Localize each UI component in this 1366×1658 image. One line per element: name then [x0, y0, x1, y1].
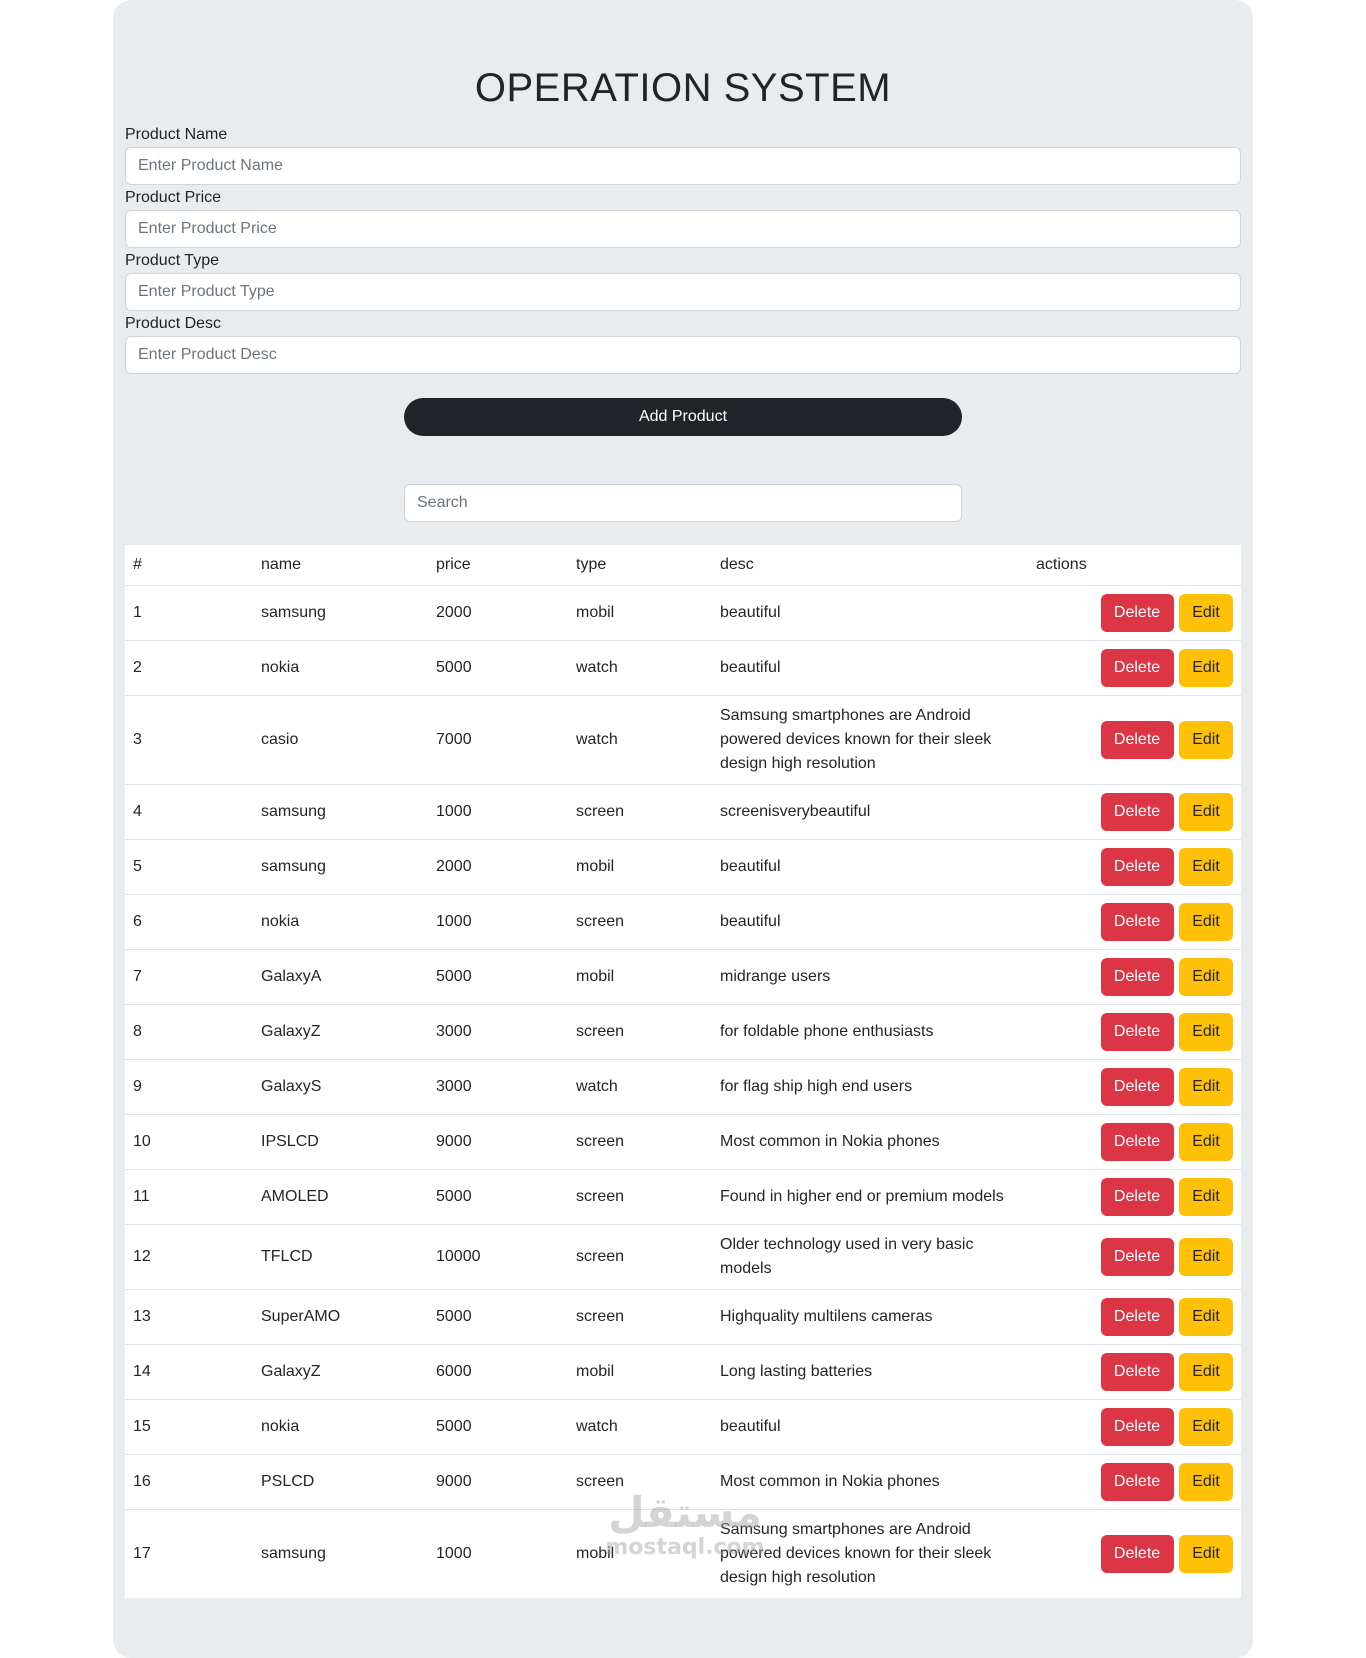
product-name-input[interactable] — [125, 147, 1241, 185]
row-name: samsung — [253, 785, 428, 840]
row-desc: Samsung smartphones are Android powered devices known for their sleek design high resolution — [720, 1521, 992, 1586]
row-name: TFLCD — [253, 1225, 428, 1290]
row-actions — [1028, 696, 1241, 785]
delete-button[interactable]: Delete — [1101, 1408, 1174, 1446]
row-price: 5000 — [428, 1400, 568, 1455]
row-price: 2000 — [428, 586, 568, 641]
delete-button[interactable]: Delete — [1101, 1178, 1174, 1216]
row-actions — [1028, 1345, 1241, 1400]
row-price: 1000 — [428, 785, 568, 840]
row-desc: beautiful — [712, 840, 1028, 895]
table-row — [125, 1170, 1241, 1225]
delete-button[interactable]: Delete — [1101, 1353, 1174, 1391]
row-type: screen — [568, 1455, 712, 1510]
edit-button[interactable]: Edit — [1179, 1463, 1233, 1501]
delete-button[interactable]: Delete — [1101, 1123, 1174, 1161]
row-type: screen — [568, 1115, 712, 1170]
edit-button[interactable]: Edit — [1179, 1013, 1233, 1051]
table-row — [125, 1225, 1241, 1290]
row-desc: midrange users — [712, 950, 1028, 1005]
header-desc: desc — [712, 545, 1028, 586]
row-name: PSLCD — [253, 1455, 428, 1510]
header-name: name — [253, 545, 428, 586]
row-name: samsung — [253, 586, 428, 641]
row-desc: Most common in Nokia phones — [712, 1115, 1028, 1170]
row-actions — [1028, 1115, 1241, 1170]
row-type: screen — [568, 895, 712, 950]
row-desc: beautiful — [712, 641, 1028, 696]
row-name: nokia — [253, 641, 428, 696]
row-type: screen — [568, 785, 712, 840]
row-type: mobil — [568, 950, 712, 1005]
row-type: watch — [568, 1060, 712, 1115]
row-num: 7 — [125, 950, 253, 1005]
row-type: screen — [568, 1005, 712, 1060]
row-price: 5000 — [428, 1290, 568, 1345]
row-desc: beautiful — [712, 895, 1028, 950]
row-num: 13 — [125, 1290, 253, 1345]
row-actions — [1028, 1005, 1241, 1060]
row-type: watch — [568, 641, 712, 696]
edit-button[interactable]: Edit — [1179, 721, 1233, 759]
row-price: 3000 — [428, 1060, 568, 1115]
row-num: 17 — [133, 1545, 151, 1562]
table-header-row — [125, 545, 1241, 586]
products-table — [125, 545, 1241, 1598]
table-row — [125, 1455, 1241, 1510]
delete-button[interactable]: Delete — [1101, 848, 1174, 886]
delete-button[interactable]: Delete — [1101, 903, 1174, 941]
edit-button[interactable]: Edit — [1179, 649, 1233, 687]
delete-button[interactable]: Delete — [1101, 958, 1174, 996]
delete-button[interactable]: Delete — [1101, 721, 1174, 759]
product-price-label: Product Price — [125, 189, 222, 206]
main-card — [113, 0, 1253, 1658]
row-num: 14 — [125, 1345, 253, 1400]
row-name: casio — [253, 696, 428, 785]
table-row — [125, 840, 1241, 895]
table-row — [125, 586, 1241, 641]
search-input[interactable] — [404, 484, 962, 522]
row-num: 11 — [125, 1170, 253, 1225]
edit-button[interactable]: Edit — [1179, 1068, 1233, 1106]
row-num: 8 — [125, 1005, 253, 1060]
row-num: 6 — [125, 895, 253, 950]
row-actions — [1028, 1060, 1241, 1115]
row-desc: Long lasting batteries — [712, 1345, 1028, 1400]
product-type-label: Product Type — [125, 252, 219, 269]
row-actions — [1028, 1225, 1241, 1290]
row-price: 5000 — [428, 950, 568, 1005]
table-row — [125, 1345, 1241, 1400]
row-num: 5 — [125, 840, 253, 895]
row-price: 9000 — [428, 1115, 568, 1170]
edit-button[interactable]: Edit — [1179, 1298, 1233, 1336]
row-name: GalaxyZ — [253, 1345, 428, 1400]
product-desc-label: Product Desc — [125, 315, 222, 332]
row-name: SuperAMO — [253, 1290, 428, 1345]
edit-button[interactable]: Edit — [1179, 1408, 1233, 1446]
row-name: samsung — [261, 1545, 326, 1562]
row-type: screen — [568, 1290, 712, 1345]
row-type: mobil — [568, 586, 712, 641]
product-type-input[interactable] — [125, 273, 1241, 311]
header-type: type — [568, 545, 712, 586]
row-type: screen — [568, 1225, 712, 1290]
row-num: 16 — [125, 1455, 253, 1510]
edit-button[interactable]: Edit — [1179, 1353, 1233, 1391]
row-num: 1 — [125, 586, 253, 641]
row-desc: for flag ship high end users — [712, 1060, 1028, 1115]
row-name: GalaxyS — [253, 1060, 428, 1115]
table-row — [125, 895, 1241, 950]
delete-button[interactable]: Delete — [1101, 1535, 1174, 1573]
row-type: watch — [568, 1400, 712, 1455]
table-row — [125, 641, 1241, 696]
row-price: 3000 — [428, 1005, 568, 1060]
row-num: 12 — [125, 1225, 253, 1290]
header-num: # — [125, 545, 253, 586]
row-price: 2000 — [428, 840, 568, 895]
row-name: GalaxyZ — [253, 1005, 428, 1060]
row-price: 5000 — [428, 641, 568, 696]
row-actions — [1028, 1510, 1241, 1599]
table-row — [125, 1400, 1241, 1455]
row-actions — [1028, 950, 1241, 1005]
table-row — [125, 1060, 1241, 1115]
row-name: IPSLCD — [253, 1115, 428, 1170]
row-price: 6000 — [428, 1345, 568, 1400]
row-type: mobil — [568, 840, 712, 895]
edit-button[interactable]: Edit — [1179, 958, 1233, 996]
product-desc-input[interactable] — [125, 336, 1241, 374]
delete-button[interactable]: Delete — [1101, 1463, 1174, 1501]
edit-button[interactable]: Edit — [1179, 848, 1233, 886]
table-row — [125, 1290, 1241, 1345]
row-desc: beautiful — [712, 586, 1028, 641]
row-actions — [1028, 1455, 1241, 1510]
header-price: price — [428, 545, 568, 586]
delete-button[interactable]: Delete — [1101, 649, 1174, 687]
watermark-arabic: مستقل — [608, 1488, 762, 1537]
row-num: 9 — [125, 1060, 253, 1115]
table-row — [125, 1510, 1241, 1599]
edit-button[interactable]: Edit — [1179, 1178, 1233, 1216]
row-name: nokia — [253, 1400, 428, 1455]
delete-button[interactable]: Delete — [1101, 793, 1174, 831]
delete-button[interactable]: Delete — [1101, 1068, 1174, 1106]
page-title: OPERATION SYSTEM — [474, 66, 892, 110]
delete-button[interactable]: Delete — [1101, 1298, 1174, 1336]
row-desc: Highquality multilens cameras — [712, 1290, 1028, 1345]
row-price: 7000 — [428, 696, 568, 785]
row-price: 9000 — [428, 1455, 568, 1510]
add-product-button[interactable]: Add Product — [404, 398, 962, 436]
row-price: 1000 — [436, 1545, 472, 1562]
table-row — [125, 696, 1241, 785]
row-num: 4 — [125, 785, 253, 840]
edit-button[interactable]: Edit — [1179, 594, 1233, 632]
row-name: samsung — [253, 840, 428, 895]
row-type: mobil — [568, 1345, 712, 1400]
table-row — [125, 1115, 1241, 1170]
row-actions — [1028, 895, 1241, 950]
row-type: screen — [568, 1170, 712, 1225]
delete-button[interactable]: Delete — [1101, 1013, 1174, 1051]
delete-button[interactable]: Delete — [1101, 1238, 1174, 1276]
table-row — [125, 950, 1241, 1005]
watermark-latin: mostaql.com — [605, 1535, 765, 1560]
row-actions — [1028, 1170, 1241, 1225]
row-name: nokia — [253, 895, 428, 950]
row-desc: Most common in Nokia phones — [712, 1455, 1028, 1510]
row-desc: Samsung smartphones are Android powered devices known for their sleek design high resolution — [712, 696, 1028, 785]
row-num: 3 — [125, 696, 253, 785]
table-body — [125, 586, 1241, 1599]
edit-button[interactable]: Edit — [1179, 1535, 1233, 1573]
row-num: 15 — [125, 1400, 253, 1455]
product-name-label: Product Name — [125, 126, 228, 143]
row-type: watch — [568, 696, 712, 785]
row-price: 10000 — [428, 1225, 568, 1290]
table-row — [125, 1005, 1241, 1060]
edit-button[interactable]: Edit — [1179, 903, 1233, 941]
table-row — [125, 785, 1241, 840]
product-price-input[interactable] — [125, 210, 1241, 248]
row-name: GalaxyA — [253, 950, 428, 1005]
row-actions — [1028, 641, 1241, 696]
row-actions — [1028, 785, 1241, 840]
delete-button[interactable]: Delete — [1101, 594, 1174, 632]
row-price: 5000 — [428, 1170, 568, 1225]
row-num: 2 — [125, 641, 253, 696]
row-desc: beautiful — [712, 1400, 1028, 1455]
row-desc: screenisverybeautiful — [712, 785, 1028, 840]
edit-button[interactable]: Edit — [1179, 1123, 1233, 1161]
row-type: mobil — [576, 1545, 615, 1562]
row-desc: Found in higher end or premium models — [712, 1170, 1028, 1225]
row-actions — [1028, 1400, 1241, 1455]
row-price: 1000 — [428, 895, 568, 950]
row-name: AMOLED — [253, 1170, 428, 1225]
edit-button[interactable]: Edit — [1179, 793, 1233, 831]
row-actions — [1028, 840, 1241, 895]
row-actions — [1028, 1290, 1241, 1345]
product-form — [125, 125, 1241, 436]
header-actions: actions — [1028, 545, 1241, 586]
row-actions — [1028, 586, 1241, 641]
row-desc: Older technology used in very basic models — [712, 1225, 1028, 1290]
row-desc: for foldable phone enthusiasts — [712, 1005, 1028, 1060]
edit-button[interactable]: Edit — [1179, 1238, 1233, 1276]
row-num: 10 — [125, 1115, 253, 1170]
